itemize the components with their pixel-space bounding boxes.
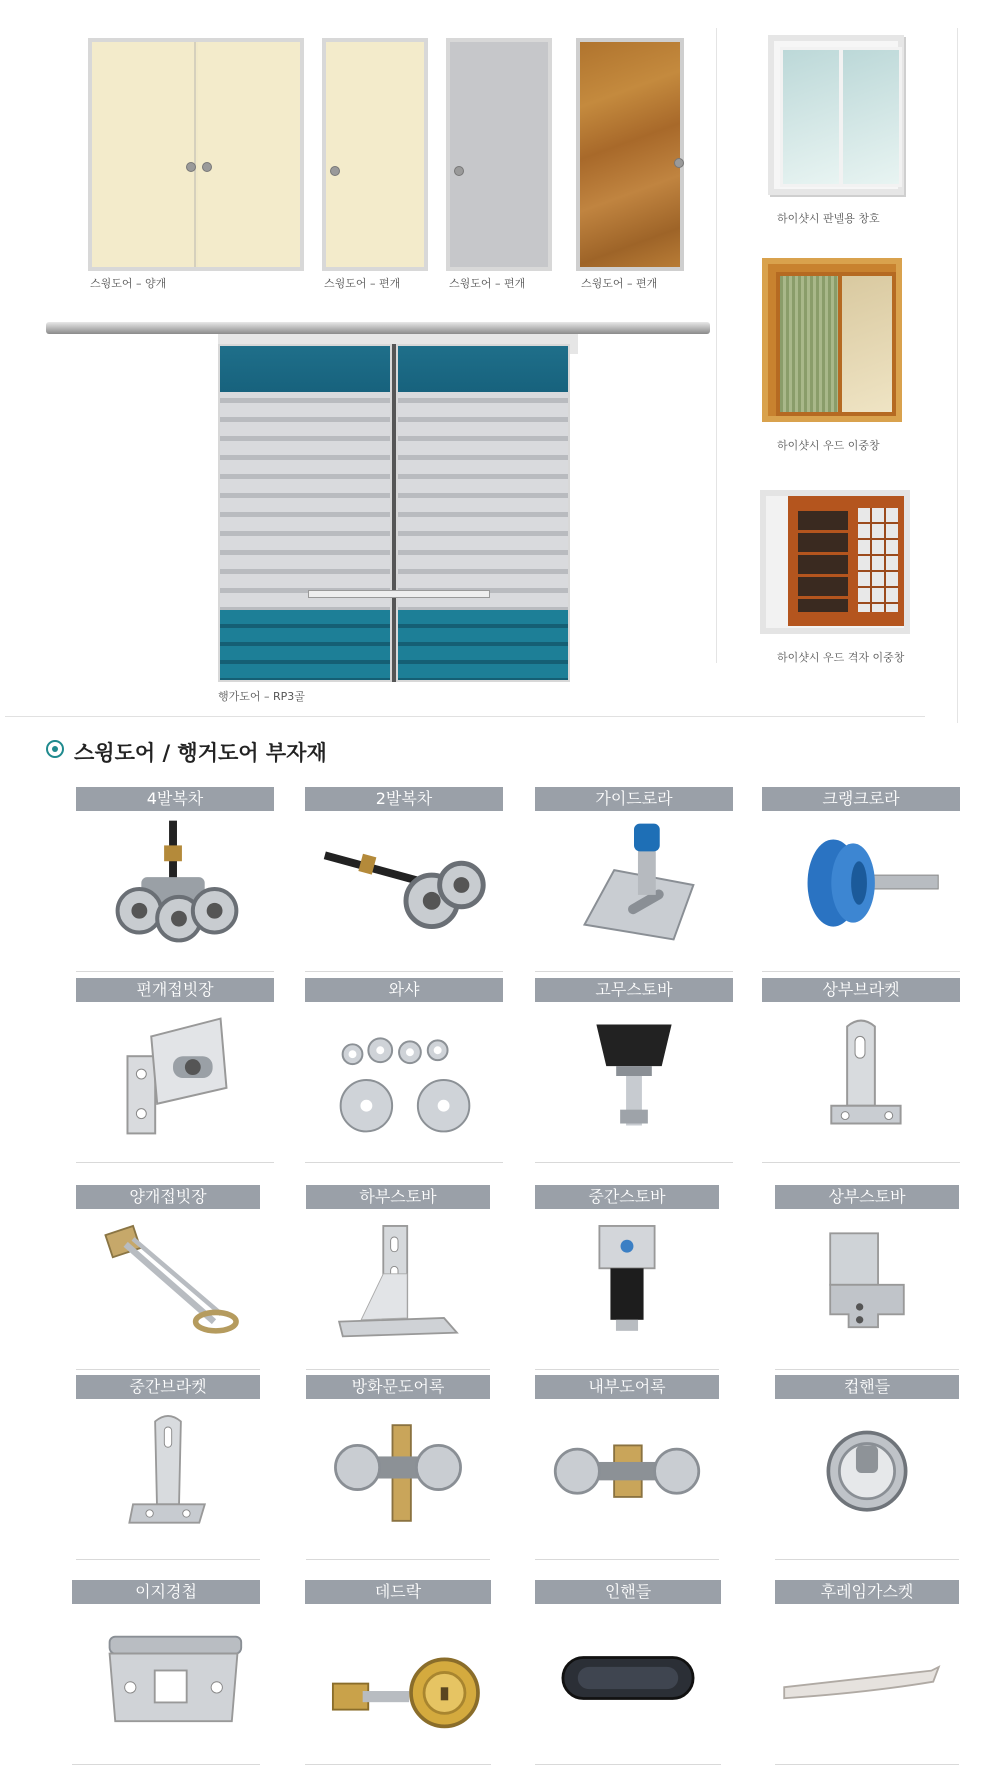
part-item [535,978,733,1163]
door-caption: 스윙도어 – 양개 [90,277,167,290]
part-item [535,1580,721,1765]
part-label: 하부스토바 [306,1185,490,1209]
part-label: 고무스토바 [535,978,733,1002]
part-label: 크랭크로라 [762,787,960,811]
washer-icon [305,1006,503,1146]
part-label: 가이드로라 [535,787,733,811]
four-wheel-roller-icon [76,815,274,955]
part-item [535,787,733,972]
divider-vertical [716,28,717,663]
part-item [306,1185,490,1370]
wood-grid-window-image [760,490,910,634]
part-item [775,1375,959,1560]
part-divider [306,1369,490,1370]
part-divider [775,1764,959,1765]
part-divider [76,1162,274,1163]
hanger-door-caption: 행가도어 – RP3골 [218,690,305,703]
part-label: 내부도어록 [535,1375,719,1399]
part-item [535,1185,719,1370]
target-circle-icon [46,740,64,758]
double-latch-icon [76,1213,260,1353]
wood-double-window-image [762,258,902,422]
window-caption: 하이샷시 우드 격자 이중창 [777,651,905,664]
part-divider [775,1369,959,1370]
part-item [76,1375,260,1560]
swing-door-single-cream-image [322,38,428,271]
frame-gasket-icon [775,1608,959,1748]
part-divider [535,1369,719,1370]
part-label: 이지경첩 [72,1580,260,1604]
part-label: 후레임가스켓 [775,1580,959,1604]
part-label: 중간스토바 [535,1185,719,1209]
part-item [76,1185,260,1370]
lower-stopper-icon [306,1213,490,1353]
part-item [306,1375,490,1560]
part-item [76,787,274,972]
part-item [535,1375,719,1560]
upper-stopper-icon [775,1213,959,1353]
part-label: 2발복차 [305,787,503,811]
part-label: 양개접빗장 [76,1185,260,1209]
guide-roller-icon [535,815,733,955]
part-divider [535,1764,721,1765]
part-item [762,787,960,972]
part-label: 인핸들 [535,1580,721,1604]
part-item [775,1580,959,1765]
part-divider [72,1764,260,1765]
swing-door-single-wood-image [576,38,684,271]
part-divider [535,971,733,972]
section-title: 스윙도어 / 행거도어 부자재 [74,741,327,765]
part-item [305,787,503,972]
upper-bracket-icon [762,1006,960,1146]
part-label: 상부브라켓 [762,978,960,1002]
part-item [762,978,960,1163]
cup-handle-icon [775,1403,959,1543]
part-divider [306,1559,490,1560]
middle-stopper-icon [535,1213,719,1353]
part-label: 편개접빗장 [76,978,274,1002]
part-divider [76,971,274,972]
window-caption: 하이샷시 우드 이중창 [777,439,880,452]
part-item [305,978,503,1163]
single-latch-icon [76,1006,274,1146]
part-label: 중간브라켓 [76,1375,260,1399]
part-label: 방화문도어록 [306,1375,490,1399]
part-divider [535,1162,733,1163]
part-label: 와샤 [305,978,503,1002]
deadlock-icon [305,1608,491,1748]
part-divider [775,1559,959,1560]
part-divider [76,1559,260,1560]
part-item [775,1185,959,1370]
part-divider [305,1162,503,1163]
part-divider [762,1162,960,1163]
panel-window-image [768,35,904,195]
door-caption: 스윙도어 – 편개 [449,277,526,290]
middle-bracket-icon [76,1403,260,1543]
part-label: 4발복차 [76,787,274,811]
two-wheel-roller-icon [305,815,503,955]
part-divider [762,971,960,972]
door-caption: 스윙도어 – 편개 [581,277,658,290]
easy-hinge-icon [72,1608,260,1748]
part-divider [305,1764,491,1765]
part-label: 데드락 [305,1580,491,1604]
part-item [76,978,274,1163]
part-divider [535,1559,719,1560]
rubber-stopper-icon [535,1006,733,1146]
part-divider [305,971,503,972]
part-divider [76,1369,260,1370]
part-item [72,1580,260,1765]
door-caption: 스윙도어 – 편개 [324,277,401,290]
crank-roller-icon [762,815,960,955]
part-label: 상부스토바 [775,1185,959,1209]
divider-horizontal [5,716,925,717]
part-label: 컵핸들 [775,1375,959,1399]
divider-vertical-right [957,28,958,723]
inset-handle-icon [535,1608,721,1748]
fire-door-lock-icon [306,1403,490,1543]
window-caption: 하이샷시 판넬용 창호 [777,212,880,225]
part-item [305,1580,491,1765]
hanger-door-image [46,322,710,682]
interior-door-lock-icon [535,1403,719,1543]
swing-door-double-image [88,38,304,271]
swing-door-single-grey-image [446,38,552,271]
